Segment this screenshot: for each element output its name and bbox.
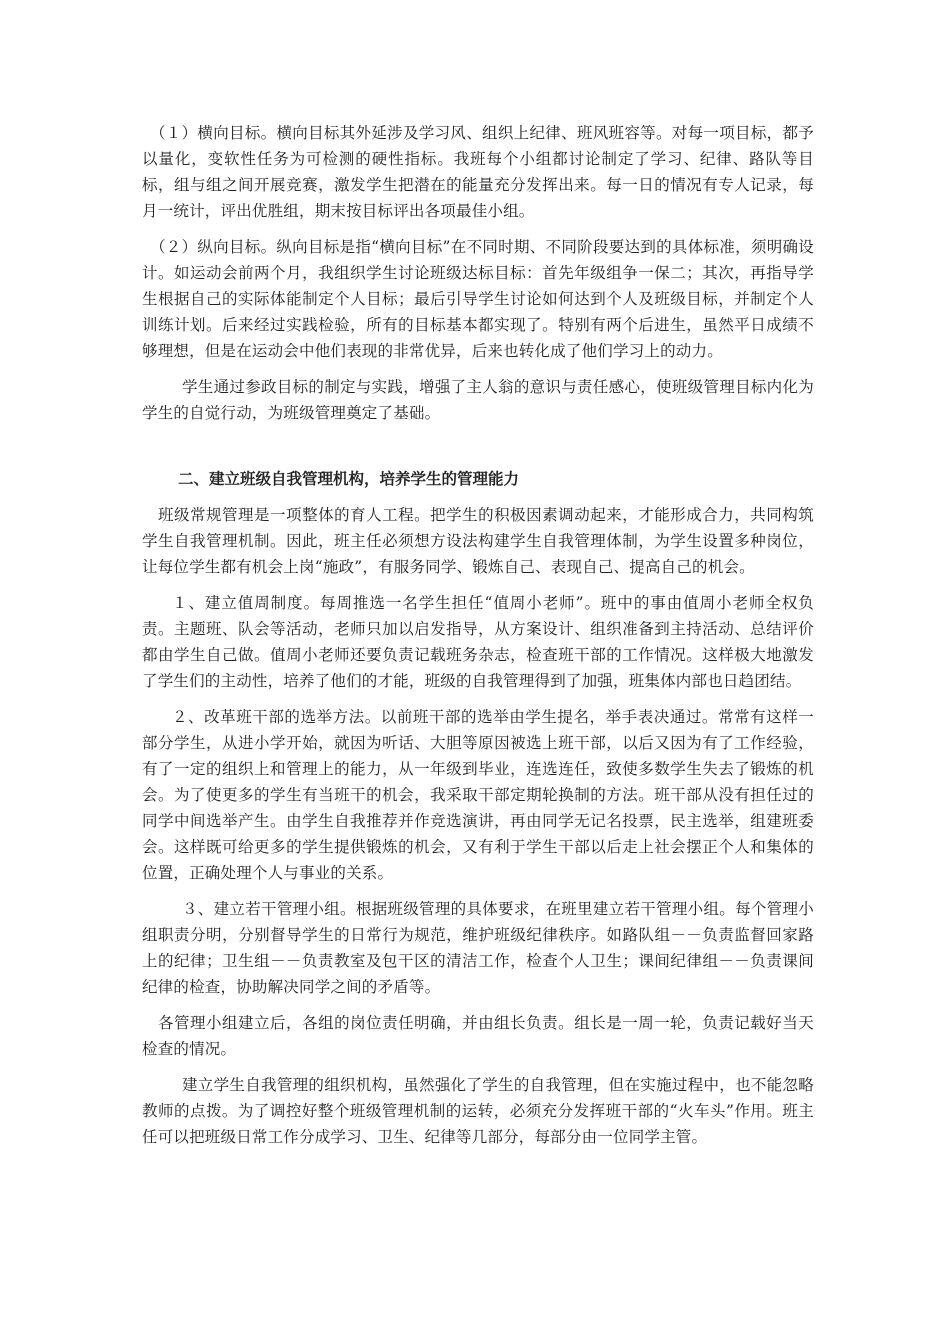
section-heading: 二、建立班级自我管理机构，培养学生的管理能力 [178,470,520,488]
document-body [142,120,814,1160]
paragraph-cadre-election-reform: ２、改革班干部的选举方法。以前班干部的选举由学生提名，举手表决通过。常常有这样一部分学生，从进小学开始，就因为听话、大胆等原因被选上班干部，以后又因为有了工作经验，有了一定的组织上和管理上的能力，从一年级到毕业，连选连任，致使多数学生失去了锻炼的机会。为了使更多的学生有当班干的机会，我采取干部定期轮换制的方法。班干部从没有担任过的同学中间选举产生。由学生自我推荐并作竞选演讲，再由同学无记名投票，民主选举，组建班委会。这样既可给更多的学生提供锻炼的机会，又有利于学生干部以后走上社会摆正个人和集体的位置，正确处理个人与事业的关系。 [142,708,814,882]
paragraph-weekly-duty-system: １、建立值周制度。每周推选一名学生担任“值周小老师”。班中的事由值周小老师全权负责。主题班、队会等活动，老师只加以启发指导，从方案设计、组织准备到主持活动、总结评价都由学生自己做。值周小老师还要负责记载班务杂志，检查班干部的工作情况。这样极大地激发了学生们的主动性，培养了他们的才能，班级的自我管理得到了加强，班集体内部也日趋团结。 [142,594,814,690]
paragraph-goal-summary: 学生通过参政目标的制定与实践，增强了主人翁的意识与责任感心，使班级管理目标内化为学生的自觉行动，为班级管理奠定了基础。 [142,378,814,422]
paragraph-teacher-guidance: 建立学生自我管理的组织机构，虽然强化了学生的自我管理，但在实施过程中，也不能忽略教师的点拨。为了调控好整个班级管理机制的运转，必须充分发挥班干部的“火车头”作用。班主任可以把班级日常工作分成学习、卫生、纪律等几部分，每部分由一位同学主管。 [142,1076,814,1146]
paragraph-class-management-intro: 班级常规管理是一项整体的育人工程。把学生的积极因素调动起来，才能形成合力，共同构筑学生自我管理机制。因此，班主任必须想方设法构建学生自我管理体制，为学生设置多种岗位，让每位学生都有机会上岗“施政”，有服务同学、锻炼自己、表现自己、提高自己的机会。 [142,506,814,576]
paragraph-vertical-goals: （２）纵向目标。纵向目标是指“横向目标”在不同时期、不同阶段要达到的具体标准，须明确设计。如运动会前两个月，我组织学生讨论班级达标目标：首先年级组争一保二；其次，再指导学生根据自己的实际体能制定个人目标；最后引导学生讨论如何达到个人及班级目标，并制定个人训练计划。后来经过实践检验，所有的目标基本都实现了。特别有两个后进生，虽然平日成绩不够理想，但是在运动会中他们表现的非常优异，后来也转化成了他们学习上的动力。 [142,238,814,360]
paragraph-group-leader-duty: 各管理小组建立后，各组的岗位责任明确，并由组长负责。组长是一周一轮，负责记载好当天检查的情况。 [142,1014,814,1058]
paragraph-management-groups: ３、建立若干管理小组。根据班级管理的具体要求，在班里建立若干管理小组。每个管理小组职责分明，分别督导学生的日常行为规范，维护班级纪律秩序。如路队组－－负责监督回家路上的纪律；卫生组－－负责教室及包干区的清洁工作，检查个人卫生；课间纪律组－－负责课间纪律的检查，协助解决同学之间的矛盾等。 [142,900,814,996]
paragraph-horizontal-goals: （１）横向目标。横向目标其外延涉及学习风、组织上纪律、班风班容等。对每一项目标，都予以量化，变软性任务为可检测的硬性指标。我班每个小组都讨论制定了学习、纪律、路队等目标，组与组之间开展竞赛，激发学生把潜在的能量充分发挥出来。每一日的情况有专人记录，每月一统计，评出优胜组，期末按目标评出各项最佳小组。 [142,124,814,220]
